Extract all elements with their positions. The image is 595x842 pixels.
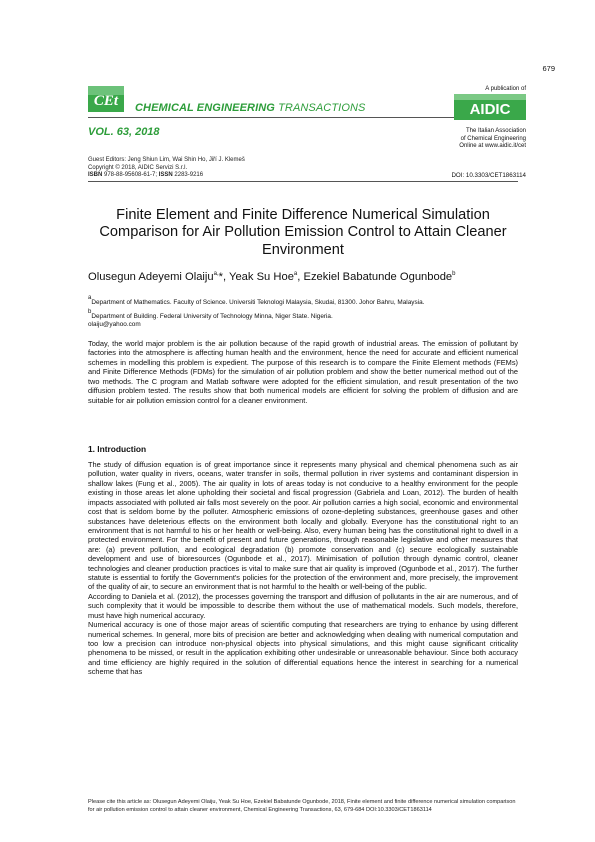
aidic-info-line: The Italian Association <box>465 128 526 134</box>
article-title: Finite Element and Finite Difference Numerical Simulation Comparison for Air Pollution Emission Control to Attain Cleaner Environment <box>99 207 507 258</box>
author-separator: , <box>297 271 304 283</box>
affiliation-text: Department of Mathematics. Faculty of Science. Universiti Teknologi Malaysia, Skudai, 81300. Johor Bahru, Malaysia. <box>91 299 425 306</box>
aidic-info <box>415 128 526 151</box>
author-separator: *, <box>218 271 230 283</box>
paragraph: The study of diffusion equation is of great importance since it represents many physical and chemical phenomena such as air pollution, water quality in rivers, oceans, water transfer in soils, thermal pollution in river systems and contaminant dispersion in shallow lakes (Fung et al., 2005). The air quality in lots of areas today is not conducive to a healthy environment for the people existing in those areas let alone upholding their societal and fiscal progression (Gabriela and Loan, 2012). The burden of health impacts associated with polluted air falls most severely on the poor. Air pollution carries a high social, economic and environmental cost that is seldom borne by the polluter. Atmospheric emissions of ozone-depleting substances, greenhouse gases and other substances have deleterious effects on the environment both locally and globally. Everyone has the constitutional right to an environment that is not harmful to his or her health or well-being. Also, every human being has the constitutional right to dwell in a protected environment. For the benefit of present and future generations, through reasonable legislative and other measures that are: (a) prevent pollution, and ecological degradation (b) promote conservation and (c) secure ecologically sustainable development and use of bioresources (Ogunbode et al., 2017). Minimisation of pollution through dynamic control, cleaner technologies and cleaner production practices is vital to make sure that air quality is improved (Ogunbode et al., 2017). The further statute is essential to fortify the Government's policies for the protection of the environment and, more precisely, the improvement of the quality of air, to secure an environment that is not harmful to the health or well-being of the public. <box>88 460 518 592</box>
section-heading: 1. Introduction <box>88 444 147 454</box>
publication-meta <box>88 157 245 180</box>
affiliation-sup: b <box>88 308 92 315</box>
author-email: olaiju@yahoo.com <box>88 321 141 329</box>
affiliation-line <box>88 294 518 308</box>
copyright: Copyright © 2018, AIDIC Servizi S.r.l. <box>88 164 188 171</box>
publication-note: A publication of <box>485 86 526 92</box>
author-list <box>88 271 518 283</box>
affiliation-sup: a <box>88 295 92 301</box>
isbn-label: ISBN <box>88 172 103 179</box>
cet-logo-text: CEt <box>93 93 119 109</box>
author-name: Olusegun Adeyemi Olaiju <box>88 271 214 283</box>
guest-editors: Guest Editors: Jeng Shiun Lim, Wai Shin Ho, Jiří J. Klemeš <box>88 157 245 163</box>
aidic-info-line: of Chemical Engineering <box>460 135 526 142</box>
paragraph: According to Daniela et al. (2012), the processes governing the transport and diffusion of pollutants in the air are numerous, and of such complexity that it would be impossible to describe them without the use of mathematical models. Such models, therefore, must have high numerical accuracy. <box>88 591 518 620</box>
aidic-logo <box>454 94 526 120</box>
journal-name-bold: CHEMICAL ENGINEERING <box>135 102 275 114</box>
aidic-info-line: Online at www.aidic.it/cet <box>459 143 526 150</box>
abstract: Today, the world major problem is the air pollution because of the rapid growth of industrial areas. The emission of pollutant by factories into the atmosphere is affecting human health and the environment, hence the need for accurate and efficient numerical schemes in modelling this problem is expedient. The purpose of this research is to compare the Finite Element methods (FEMs) and Finite Difference Methods (FDMs) for the simulation of air pollution problem and show the better numerical method out of the two methods. The C program and Matlab software were adopted for the efficient simulation, and result presentation of the two diffusion problem tested. The results show that both numerical models are efficient for solving the problem of diffusion and are suitable for air pollution emission control for a cleaner environment. <box>88 339 518 405</box>
author-name: Ezekiel Babatunde Ogunbode <box>303 271 453 283</box>
affiliations <box>88 294 518 330</box>
author-affil-sup: a <box>293 271 298 277</box>
author-affil-sup: b <box>452 271 456 277</box>
doi: DOI: 10.3303/CET1863114 <box>451 172 526 179</box>
affiliation-line <box>88 308 518 322</box>
isbn-value: 978-88-95608-61-7; <box>102 172 159 179</box>
journal-name-light: TRANSACTIONS <box>274 102 366 114</box>
affiliation-text: Department of Building. Federal University of Technology Minna, Niger State. Nigeria. <box>91 312 333 320</box>
author-affil-sup: a, <box>213 271 219 277</box>
author-name: Yeak Su Hoe <box>229 271 294 283</box>
header-rule-bottom <box>88 181 518 182</box>
page-number: 679 <box>542 64 555 73</box>
issn-label: ISSN <box>158 172 173 179</box>
journal-name <box>135 102 365 114</box>
introduction-body <box>88 460 518 677</box>
issn-value: 2283-9216 <box>172 172 204 179</box>
cet-logo <box>88 86 124 112</box>
citation-footer: Please cite this article as: Olusegun Adeyemi Olaiju, Yeak Su Hoe, Ezekiel Babatunde Ogunbode, 2018, Finite element and finite difference numerical simulation comparison for air pollution emission control to attain cleaner environment, Chemical Engineering Transactions, 63, 679-684 DOI:10.3303/CET1863114 <box>88 799 516 813</box>
aidic-logo-text: AIDIC <box>469 101 511 118</box>
volume-label: VOL. 63, 2018 <box>88 126 160 138</box>
isbn-issn <box>88 172 245 180</box>
paragraph: Numerical accuracy is one of those major areas of scientific computing that researchers are trying to enhance by using different numerical schemes. In general, more bits of precision are better and acknowledging when dealing with numerical computation and too low a precision can introduce non-physical objects into physical simulations, and this might cause significant criticality phenomena to be missed, or result in the application exhibiting other undesirable or unreasonable behaviour. Since both accuracy and time efficiency are highly required in the solution of differential equations hence the interest in searching for a numerical scheme that has <box>88 620 518 677</box>
